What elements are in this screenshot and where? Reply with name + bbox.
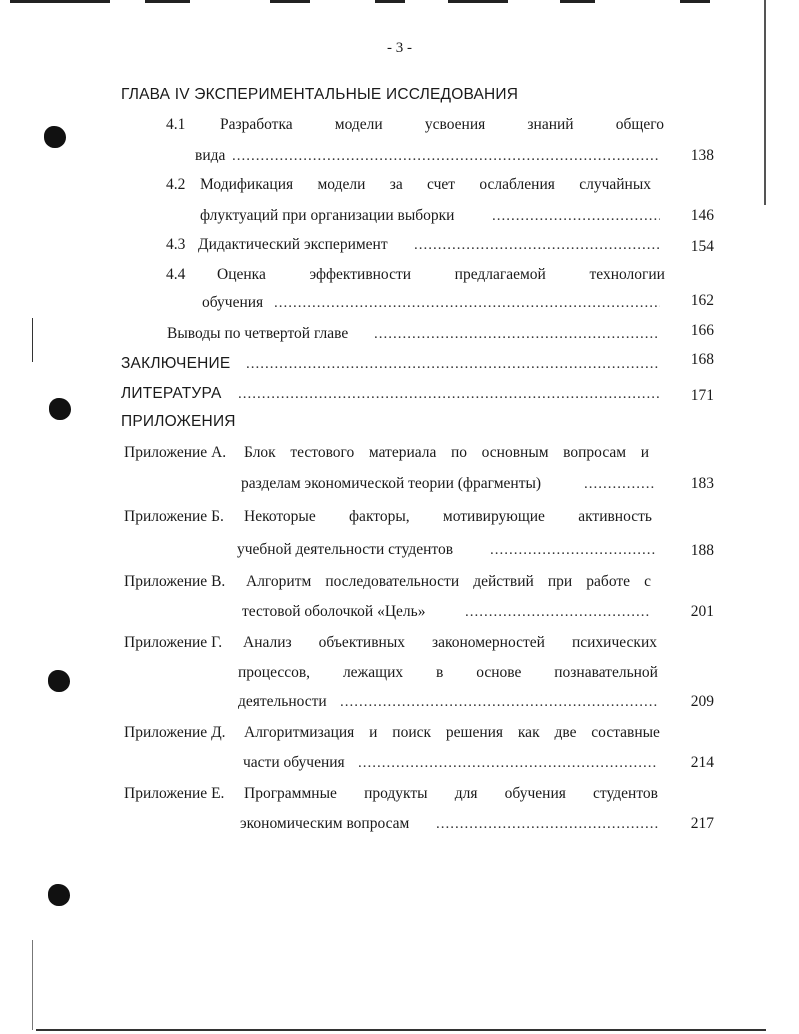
appendix-label: Приложение Г. — [124, 634, 223, 651]
scan-edge-top — [10, 0, 110, 3]
toc-word: активность — [578, 508, 652, 525]
toc-word: Алгоритм — [246, 573, 312, 590]
scan-edge-top — [680, 0, 710, 3]
punch-hole-icon — [48, 884, 70, 906]
toc-page-number: 162 — [690, 292, 714, 309]
toc-word: процессов, — [238, 664, 311, 681]
page-number: - 3 - — [387, 40, 412, 56]
leader-dots — [414, 235, 660, 255]
toc-word: для — [454, 785, 478, 802]
toc-word: за — [389, 176, 403, 193]
toc-word: в — [436, 664, 444, 681]
toc-word: и — [369, 724, 378, 741]
toc-word: и — [640, 444, 649, 461]
toc-word: объективных — [318, 634, 405, 651]
toc-page-number: 209 — [690, 693, 714, 710]
toc-entry — [217, 265, 665, 285]
toc-page-number: 214 — [690, 754, 714, 771]
toc-entry-continuation: флуктуаций при организации выборки — [200, 207, 455, 224]
toc-word: Блок — [244, 444, 276, 461]
toc-word: работе — [586, 573, 631, 590]
toc-heading: ПРИЛОЖЕНИЯ — [121, 413, 236, 430]
toc-entry-middle — [238, 663, 658, 683]
appendix-label: Приложение Б. — [124, 508, 224, 525]
leader-dots — [584, 474, 656, 494]
toc-page-number: 183 — [690, 475, 714, 492]
leader-dots — [465, 602, 650, 622]
punch-hole-icon — [49, 398, 71, 420]
toc-word: Программные — [244, 785, 337, 802]
toc-entry-continuation: разделам экономической теории (фрагменты) — [241, 475, 542, 492]
toc-word: психических — [571, 634, 657, 651]
toc-entry — [244, 507, 652, 527]
toc-entry-continuation: части обучения — [243, 754, 345, 771]
leader-dots — [340, 692, 658, 712]
toc-entry — [244, 784, 658, 804]
toc-page-number: 138 — [690, 147, 714, 164]
toc-word: усвоения — [424, 116, 486, 133]
toc-word: действий — [473, 573, 534, 590]
leader-dots — [436, 814, 658, 834]
toc-word: вопросам — [563, 444, 627, 461]
toc-word: факторы, — [349, 508, 410, 525]
toc-word: модели — [334, 116, 383, 133]
toc-word: продукты — [364, 785, 428, 802]
appendix-label: Приложение А. — [124, 444, 227, 461]
toc-number: 4.2 — [166, 176, 186, 193]
toc-entry — [246, 572, 651, 592]
toc-word: Модификация — [200, 176, 294, 193]
punch-hole-icon — [44, 126, 66, 148]
scan-edge-left — [32, 318, 33, 362]
leader-dots — [238, 384, 660, 404]
leader-dots — [274, 293, 660, 313]
toc-word: модели — [317, 176, 366, 193]
leader-dots — [232, 146, 660, 166]
toc-word: последовательности — [325, 573, 460, 590]
scan-edge-top — [145, 0, 190, 3]
toc-word: общего — [615, 116, 664, 133]
toc-word: лежащих — [342, 664, 404, 681]
toc-heading: ЛИТЕРАТУРА — [121, 385, 222, 402]
toc-word: основе — [476, 664, 522, 681]
toc-word: технологии — [589, 266, 665, 283]
toc-page-number: 166 — [690, 322, 714, 339]
toc-word: поиск — [392, 724, 432, 741]
toc-heading: ЗАКЛЮЧЕНИЕ — [121, 355, 231, 372]
toc-page-number: 188 — [690, 542, 714, 559]
leader-dots — [374, 324, 660, 344]
toc-word: познавательной — [554, 664, 658, 681]
scan-edge-right — [764, 0, 766, 205]
toc-word: счет — [427, 176, 456, 193]
scan-edge-top — [375, 0, 405, 3]
toc-word: Алгоритмизация — [244, 724, 355, 741]
toc-number: 4.1 — [166, 116, 186, 133]
toc-page-number: 201 — [690, 603, 714, 620]
toc-page-number: 154 — [690, 238, 714, 255]
toc-word: знаний — [527, 116, 574, 133]
toc-word: решения — [445, 724, 504, 741]
toc-page-number: 171 — [690, 387, 714, 404]
toc-word: Разработка — [220, 116, 293, 133]
toc-word: тестового — [290, 444, 355, 461]
toc-entry-continuation: экономическим вопросам — [240, 815, 410, 832]
scan-edge-top — [270, 0, 310, 3]
toc-entry — [244, 723, 660, 743]
scan-edge-left — [32, 940, 33, 1030]
toc-word: по — [451, 444, 468, 461]
toc-word: как — [517, 724, 540, 741]
toc-entry — [200, 175, 651, 195]
toc-entry: Выводы по четвертой главе — [167, 325, 349, 342]
toc-word: ослабления — [479, 176, 555, 193]
scan-edge-top — [560, 0, 595, 3]
scan-edge-bottom — [36, 1029, 766, 1031]
toc-word: при — [547, 573, 573, 590]
punch-hole-icon — [48, 670, 70, 692]
scan-edge-top — [448, 0, 508, 3]
appendix-label: Приложение В. — [124, 573, 226, 590]
toc-entry-continuation: обучения — [202, 294, 264, 311]
toc-word: две — [554, 724, 577, 741]
toc-number: 4.3 — [166, 236, 186, 253]
toc-word: студентов — [593, 785, 658, 802]
toc-word: обучения — [504, 785, 566, 802]
toc-word: составные — [591, 724, 660, 741]
leader-dots — [358, 753, 658, 773]
toc-page-number: 168 — [690, 351, 714, 368]
toc-word: Некоторые — [244, 508, 316, 525]
toc-entry-continuation: вида — [195, 147, 226, 164]
appendix-label: Приложение Д. — [124, 724, 226, 741]
toc-word: случайных — [579, 176, 651, 193]
toc-entry: Дидактический эксперимент — [198, 236, 388, 253]
leader-dots — [490, 540, 656, 560]
toc-word: предлагаемой — [454, 266, 546, 283]
toc-entry-continuation: деятельности — [238, 693, 327, 710]
toc-entry-continuation: тестовой оболочкой «Цель» — [242, 603, 426, 620]
chapter-title: ГЛАВА IV ЭКСПЕРИМЕНТАЛЬНЫЕ ИССЛЕДОВАНИЯ — [121, 86, 519, 103]
toc-word: Анализ — [243, 634, 292, 651]
toc-word: Оценка — [217, 266, 266, 283]
leader-dots — [246, 354, 660, 374]
toc-entry — [220, 115, 664, 135]
leader-dots — [492, 206, 660, 226]
toc-word: эффективности — [309, 266, 412, 283]
toc-number: 4.4 — [166, 266, 186, 283]
toc-word: с — [644, 573, 651, 590]
toc-entry — [244, 443, 649, 463]
toc-word: материала — [368, 444, 437, 461]
toc-word: основным — [481, 444, 549, 461]
toc-page-number: 217 — [690, 815, 714, 832]
toc-page-number: 146 — [690, 207, 714, 224]
toc-word: мотивирующие — [442, 508, 545, 525]
toc-entry-continuation: учебной деятельности студентов — [237, 541, 454, 558]
toc-word: закономерностей — [432, 634, 545, 651]
appendix-label: Приложение Е. — [124, 785, 225, 802]
toc-entry — [243, 633, 657, 653]
